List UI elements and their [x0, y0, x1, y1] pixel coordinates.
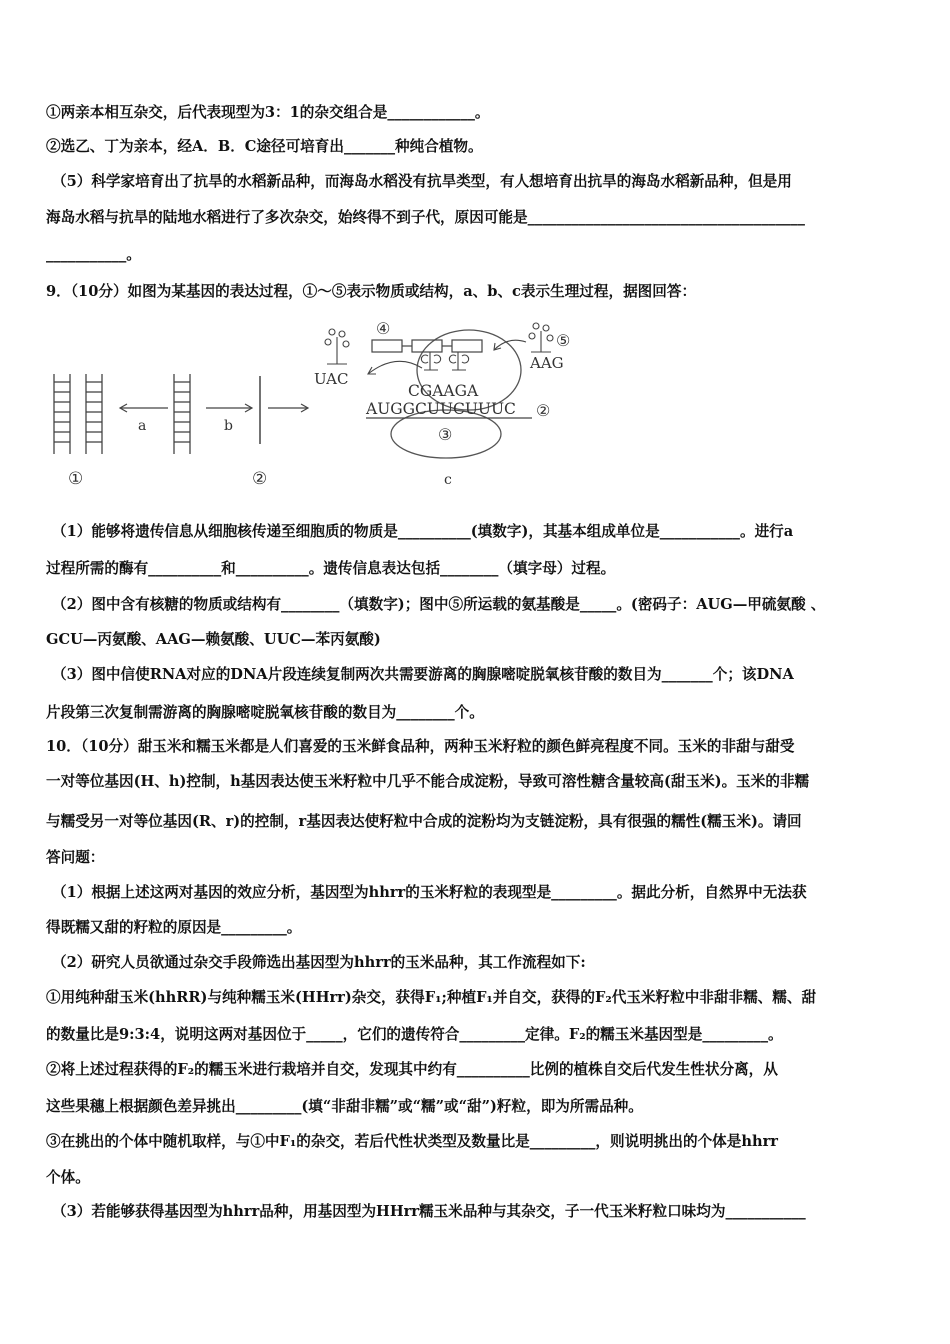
question-9-heading: 9．（10分）如图为某基因的表达过程，①～⑤表示物质或结构，a、b、c表示生理过程，据图回答： — [46, 283, 697, 300]
gene-expression-diagram — [46, 312, 606, 494]
text-line: 个体。 — [46, 1169, 90, 1186]
exit-arrow — [368, 361, 422, 374]
text-line: （5）科学家培育出了抗旱的水稻新品种，而海岛水稻没有抗旱类型，有人想培育出抗旱的海岛水稻新品种，但是用 — [52, 173, 792, 190]
text-line: （3）图中信使RNA对应的DNA片段连续复制两次共需要游离的胸腺嘧啶脱氧核苷酸的数目为_______个；该DNA — [52, 666, 794, 683]
arrow-a — [120, 404, 168, 412]
anticodon-uac: UAC — [314, 370, 349, 388]
label-c: c — [444, 472, 452, 488]
text-line: （1）根据上述这两对基因的效应分析，基因型为hhrr的玉米籽粒的表现型是_________。据此分析，自然界中无法获 — [52, 884, 807, 901]
text-line: （1）能够将遗传信息从细胞核传递至细胞质的物质是__________(填数字)，其基本组成单位是___________。进行a — [52, 523, 794, 540]
text-line: ①用纯种甜玉米(hhRR)与纯种糯玉米(HHrr)杂交，获得F₁;种植F₁并自交，获得的F₂代玉米籽粒中非甜非糯、糯、甜 — [46, 989, 817, 1006]
text-line: （2）研究人员欲通过杂交手段筛选出基因型为hhrr的玉米品种，其工作流程如下: — [52, 954, 586, 971]
text-line: ①两亲本相互杂交，后代表现型为3：1的杂交组合是____________。 — [46, 104, 490, 121]
label-2-mrna: ② — [536, 401, 551, 420]
question-10-heading: 10．（10分）甜玉米和糯玉米都是人们喜爱的玉米鲜食品种，两种玉米籽粒的颜色鲜亮程度不同。玉米的非甜与甜受 — [46, 738, 795, 755]
label-1: ① — [68, 469, 84, 489]
text-line: （2）图中含有核糖的物质或结构有________（填数字)；图中⑤所运载的氨基酸是_____。(密码子：AUG—甲硫氨酸 、 — [52, 596, 826, 613]
label-4: ④ — [376, 319, 391, 338]
label-a: a — [138, 418, 147, 434]
trna-entering — [529, 323, 553, 352]
text-line: 这些果穗上根据颜色差异挑出_________(填“非甜非糯”或“糯”或“甜”)籽粒，即为所需品种。 — [46, 1098, 643, 1115]
codon-sequence: CGAAGA — [408, 382, 479, 400]
text-line: ②选乙、丁为亲本，经A．B．C途径可培育出_______种纯合植物。 — [46, 138, 483, 155]
text-line: （3）若能够获得基因型为hhrr品种，用基因型为HHrr糯玉米品种与其杂交，子一代玉米籽粒口味均为___________ — [52, 1203, 806, 1220]
text-line: 一对等位基因(H、h)控制，h基因表达使玉米籽粒中几乎不能合成淀粉，导致可溶性糖含量较高(甜玉米)。玉米的非糯 — [46, 773, 810, 790]
dna-double-strand-2 — [174, 374, 190, 454]
text-line: 的数量比是9:3:4，说明这两对基因位于_____，它们的遗传符合_________定律。F₂的糯玉米基因型是_________。 — [46, 1026, 783, 1043]
text-line: 过程所需的酶有__________和__________。遗传信息表达包括________（填字母）过程。 — [46, 560, 616, 577]
text-line: 得既糯又甜的籽粒的原因是_________。 — [46, 919, 302, 936]
text-line: 与糯受另一对等位基因(R、r)的控制，r基因表达使籽粒中合成的淀粉均为支链淀粉，具有很强的糯性(糯玉米)。请回 — [46, 813, 802, 830]
arrow-b — [206, 404, 252, 412]
label-b: b — [224, 418, 233, 434]
label-3: ③ — [438, 425, 453, 444]
text-line: ②将上述过程获得的F₂的糯玉米进行栽培并自交，发现其中约有__________比例的植株自交后代发生性状分离，从 — [46, 1061, 778, 1078]
trna-in-ribosome — [421, 352, 468, 370]
text-line: 片段第三次复制需游离的胸腺嘧啶脱氧核苷酸的数目为________个。 — [46, 704, 484, 721]
trna-leaving — [325, 329, 349, 364]
anticodon-aag: AAG — [530, 354, 564, 372]
arrow-to-translation — [268, 404, 308, 412]
text-line: GCU—丙氨酸、AAG—赖氨酸、UUC—苯丙氨酸) — [46, 631, 381, 648]
text-line: 答问题： — [46, 849, 105, 866]
dna-double-strand-1 — [54, 374, 102, 454]
text-line: ___________。 — [46, 246, 141, 263]
label-5: ⑤ — [556, 331, 571, 350]
text-line: 海岛水稻与抗旱的陆地水稻进行了多次杂交，始终得不到子代，原因可能是______________________________________ — [46, 209, 805, 226]
text-line: ③在挑出的个体中随机取样，与①中F₁的杂交，若后代性状类型及数量比是_________，则说明挑出的个体是hhrr — [46, 1133, 778, 1150]
label-2: ② — [252, 469, 268, 489]
mrna-sequence: AUGGCUUCUUUC — [366, 400, 516, 418]
